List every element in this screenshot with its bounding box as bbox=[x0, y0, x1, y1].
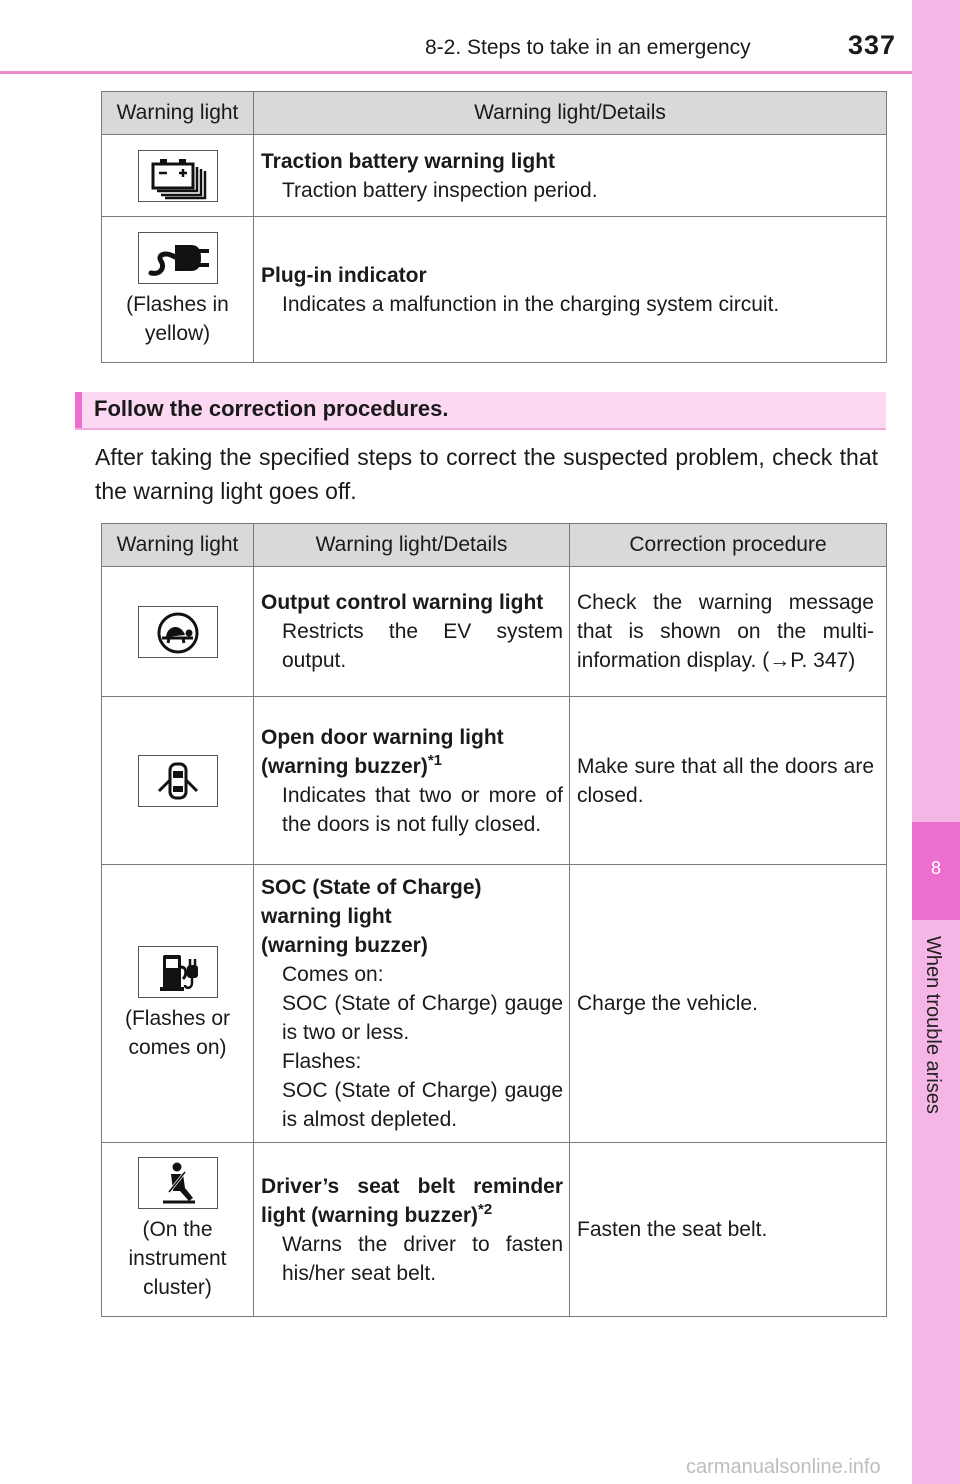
footer-watermark: carmanualsonline.info bbox=[686, 1456, 881, 1478]
warning-title-text: Driver’s seat belt reminder light (warning buzzer) bbox=[261, 1174, 563, 1227]
traction-battery-icon bbox=[138, 150, 218, 202]
column-header-details: Warning light/Details bbox=[254, 524, 570, 567]
column-header-correction: Correction procedure bbox=[570, 524, 887, 567]
warning-description: Flashes: bbox=[282, 1050, 362, 1073]
warning-title-text: Open door warning light (warning buzzer) bbox=[261, 725, 504, 778]
correction-cell: Make sure that all the doors are closed. bbox=[570, 697, 887, 865]
open-door-icon bbox=[138, 755, 218, 807]
column-header-warning-light: Warning light bbox=[102, 92, 254, 135]
icon-cell bbox=[102, 1143, 254, 1317]
details-cell bbox=[254, 1143, 570, 1317]
icon-cell bbox=[102, 217, 254, 363]
icon-cell bbox=[102, 567, 254, 697]
footnote-marker: *1 bbox=[427, 751, 443, 769]
warning-light-table-2 bbox=[101, 523, 887, 1317]
details-cell bbox=[254, 865, 570, 1143]
section-label: 8-2. Steps to take in an emergency bbox=[425, 36, 751, 59]
chapter-number: 8 bbox=[930, 858, 941, 878]
table-header-row bbox=[102, 524, 887, 567]
warning-title: Traction battery warning light bbox=[261, 149, 556, 173]
table-header-row bbox=[102, 92, 887, 135]
warning-title: warning light bbox=[261, 905, 392, 928]
warning-description: SOC (State of Charge) gauge is almost depleted. bbox=[282, 1079, 563, 1131]
table-row bbox=[102, 1143, 887, 1317]
warning-description: Warns the driver to fasten his/her seat belt. bbox=[282, 1232, 563, 1285]
details-cell bbox=[254, 567, 570, 697]
column-header-details: Warning light/Details bbox=[254, 92, 887, 135]
correction-cell: Charge the vehicle. bbox=[570, 865, 887, 1143]
warning-title bbox=[261, 723, 563, 781]
page-number: 337 bbox=[848, 30, 897, 60]
turtle-icon bbox=[138, 606, 218, 658]
warning-description: SOC (State of Charge) gauge is two or less. bbox=[282, 992, 563, 1044]
warning-title: SOC (State of Charge) bbox=[261, 876, 482, 899]
table-row bbox=[102, 217, 887, 363]
icon-cell bbox=[102, 865, 254, 1143]
table-row bbox=[102, 567, 887, 697]
chapter-title: When trouble arises bbox=[922, 936, 944, 1114]
intro-paragraph: After taking the specified steps to correct the suspected problem, check that the warning light goes off. bbox=[95, 444, 878, 504]
warning-description: Traction battery inspection period. bbox=[282, 178, 598, 202]
icon-cell bbox=[102, 697, 254, 865]
chapter-side-tab bbox=[912, 0, 960, 1484]
details-cell bbox=[254, 217, 887, 363]
plug-in-icon bbox=[138, 232, 218, 284]
warning-title: Output control warning light bbox=[261, 591, 544, 614]
correction-cell: Fasten the seat belt. bbox=[570, 1143, 887, 1317]
details-cell bbox=[254, 135, 887, 217]
section-heading: Follow the correction procedures. bbox=[94, 396, 449, 421]
soc-icon bbox=[138, 946, 218, 998]
table-row bbox=[102, 697, 887, 865]
icon-note: (On the instrument cluster) bbox=[128, 1218, 227, 1299]
warning-description: Indicates that two or more of the doors is not fully closed. bbox=[282, 783, 563, 836]
column-header-warning-light: Warning light bbox=[102, 524, 254, 567]
warning-light-table-1 bbox=[101, 91, 887, 363]
icon-note: (Flashes in yellow) bbox=[126, 292, 229, 345]
details-cell bbox=[254, 697, 570, 865]
warning-description: Indicates a malfunction in the charging system circuit. bbox=[282, 292, 780, 316]
warning-description: Restricts the EV system output. bbox=[282, 620, 563, 672]
table-row bbox=[102, 865, 887, 1143]
warning-description: Comes on: bbox=[282, 963, 384, 986]
header-divider bbox=[0, 71, 912, 74]
icon-note: (Flashes or comes on) bbox=[124, 1006, 231, 1059]
seat-belt-icon bbox=[138, 1157, 218, 1209]
correction-cell: Check the warning message that is shown on the multi-information display. (→P. 347) bbox=[570, 567, 887, 697]
warning-title: (warning buzzer) bbox=[261, 934, 428, 957]
icon-cell bbox=[102, 135, 254, 217]
table-row bbox=[102, 135, 887, 217]
warning-title: Plug-in indicator bbox=[261, 263, 427, 287]
warning-title bbox=[261, 1172, 563, 1230]
section-heading-underline bbox=[75, 428, 886, 430]
footnote-marker: *2 bbox=[477, 1200, 493, 1218]
